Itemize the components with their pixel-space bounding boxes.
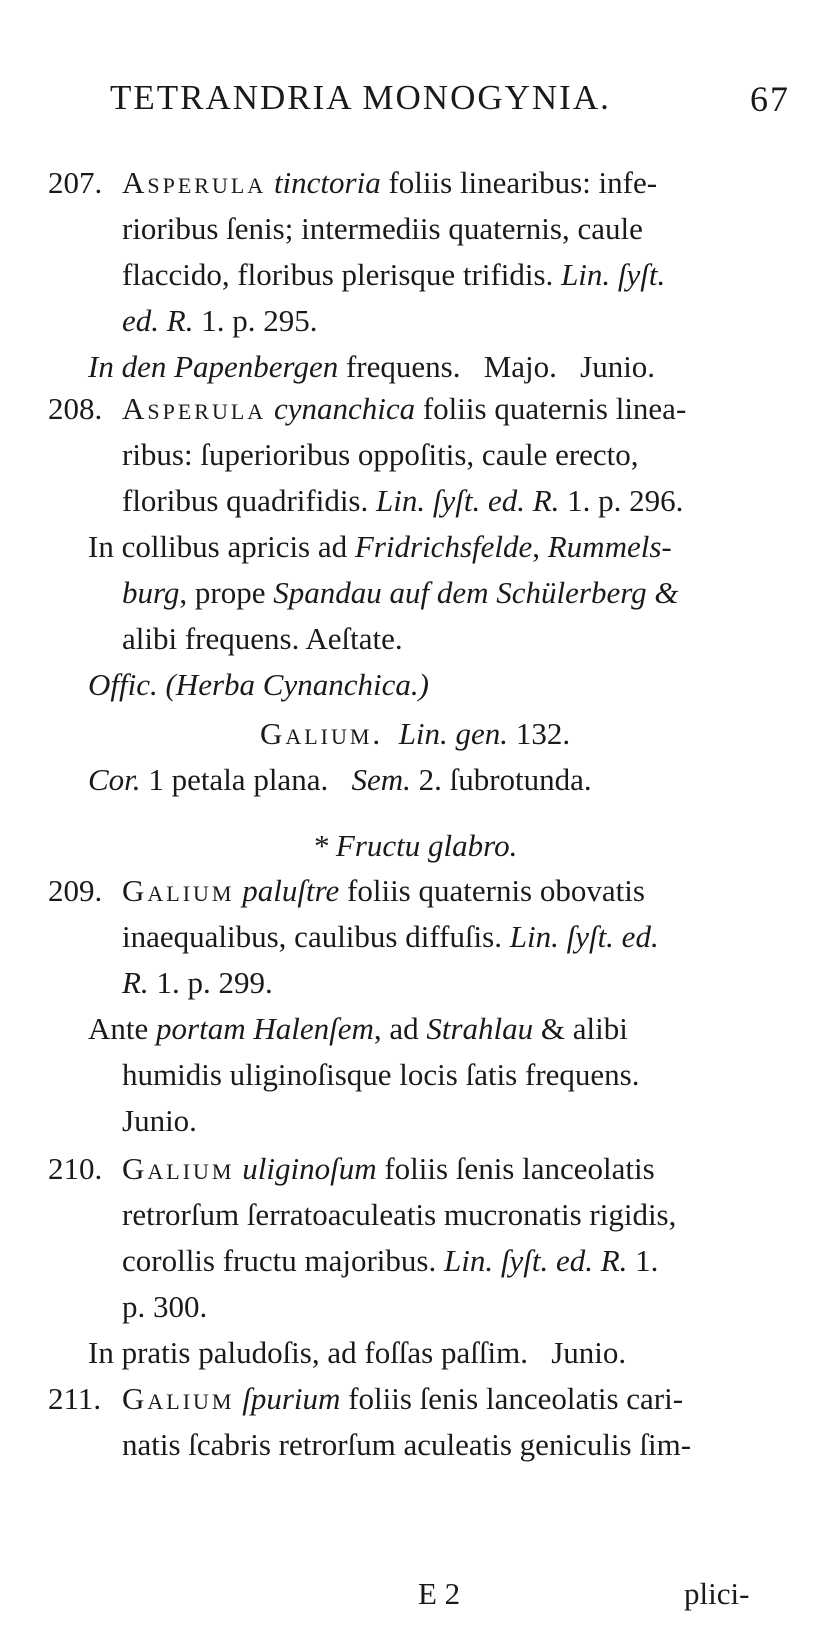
page-number: 67 <box>750 79 790 119</box>
genus-name: Galium <box>122 1151 235 1186</box>
habitat-place: In den Papenbergen <box>88 349 339 384</box>
description: inaequalibus, caulibus diffuſis. <box>122 919 502 954</box>
description: retrorſum ſerratoaculeatis mucronatis rigidis, <box>122 1197 677 1232</box>
genus-title: Galium. <box>259 716 384 751</box>
running-header <box>110 78 790 128</box>
reference: p. 300. <box>122 1289 208 1324</box>
description: corollis fructu majoribus. <box>122 1243 437 1278</box>
entry-210 <box>48 1146 790 1376</box>
char-label: Sem. <box>351 762 411 797</box>
species-name: cynanchica <box>273 391 416 426</box>
species-name: paluſtre <box>242 873 340 908</box>
species-name: ſpurium <box>242 1381 341 1416</box>
habitat-text: In collibus apricis ad <box>88 529 348 564</box>
char-text: 1 petala plana. <box>148 762 329 797</box>
habitat-place: portam Halenſem <box>156 1011 374 1046</box>
entry-number: 211. <box>48 1381 102 1416</box>
description: foliis quaternis linea- <box>422 391 687 426</box>
entry-208 <box>48 386 790 708</box>
habitat <box>88 1006 790 1144</box>
entry-209 <box>48 868 790 1144</box>
section-heading <box>0 828 830 864</box>
genus-name: Galium <box>122 873 235 908</box>
reference: Lin. ſyſt. ed. <box>509 919 659 954</box>
officinal-note <box>88 662 790 708</box>
entry-211 <box>48 1376 790 1468</box>
reference: 1. p. 296. <box>567 483 684 518</box>
entry-number: 207. <box>48 165 103 200</box>
habitat-text: humidis uliginoſisque locis ſatis frequens. <box>122 1057 640 1092</box>
reference: R. <box>122 965 149 1000</box>
habitat-text: , <box>532 529 540 564</box>
description: rioribus ſenis; intermediis quaternis, caule <box>122 211 643 246</box>
description: flaccido, floribus plerisque trifidis. <box>122 257 554 292</box>
habitat-text: , prope <box>179 575 266 610</box>
entry-number: 208. <box>48 391 103 426</box>
entry-207 <box>48 160 790 390</box>
running-title: TETRANDRIA MONOGYNIA. <box>110 78 611 117</box>
habitat-text: Ante <box>88 1011 149 1046</box>
section-title: * Fructu glabro. <box>312 828 518 863</box>
habitat <box>88 344 790 390</box>
reference: Lin. ſyſt. ed. R. <box>444 1243 628 1278</box>
entry-number: 209. <box>48 873 103 908</box>
genus-heading <box>0 716 830 752</box>
genus-reference-number: 132. <box>515 716 571 751</box>
species-name: tinctoria <box>273 165 381 200</box>
habitat-place: Fridrichsfelde <box>354 529 533 564</box>
description: floribus quadrifidis. <box>122 483 369 518</box>
reference: 1. p. 299. <box>156 965 273 1000</box>
habitat-text: In pratis paludoſis, ad foſſas paſſim. Junio. <box>88 1335 627 1370</box>
habitat-text: frequens. Majo. Junio. <box>345 349 656 384</box>
habitat-text: , ad <box>373 1011 419 1046</box>
species-name: uliginoſum <box>242 1151 377 1186</box>
description: ribus: ſuperioribus oppoſitis, caule erecto, <box>122 437 639 472</box>
reference: Lin. ſyſt. ed. R. <box>376 483 560 518</box>
habitat <box>88 1330 790 1376</box>
habitat-place: Rummels- <box>547 529 672 564</box>
habitat-text: & alibi <box>540 1011 628 1046</box>
genus-characters <box>88 762 592 798</box>
habitat-text: alibi frequens. Aeſtate. <box>122 621 403 656</box>
reference: ed. R. <box>122 303 194 338</box>
entry-number: 210. <box>48 1151 103 1186</box>
genus-name: Asperula <box>122 165 267 200</box>
genus-name: Asperula <box>122 391 267 426</box>
genus-name: Galium <box>122 1381 235 1416</box>
description: foliis quaternis obovatis <box>347 873 645 908</box>
habitat-place: Spandau auf dem Schülerberg <box>273 575 647 610</box>
catchword: plici- <box>684 1576 750 1611</box>
signature-mark: E 2 <box>418 1576 461 1611</box>
reference: 1. p. 295. <box>201 303 318 338</box>
habitat <box>88 524 790 662</box>
description: foliis ſenis lanceolatis cari- <box>348 1381 684 1416</box>
habitat-place: Strahlau <box>426 1011 534 1046</box>
description: natis ſcabris retrorſum aculeatis geniculis ſim- <box>122 1427 692 1462</box>
char-text: 2. ſubrotunda. <box>418 762 592 797</box>
char-label: Cor. <box>88 762 141 797</box>
officinal-text: Offic. (Herba Cynanchica.) <box>88 667 429 702</box>
reference: 1. <box>635 1243 659 1278</box>
habitat-text: & <box>654 575 679 610</box>
habitat-place: burg <box>122 575 180 610</box>
habitat-text: Junio. <box>122 1103 197 1138</box>
description: foliis ſenis lanceolatis <box>384 1151 655 1186</box>
description: foliis linearibus: infe- <box>388 165 658 200</box>
reference: Lin. ſyſt. <box>561 257 666 292</box>
genus-reference: Lin. gen. <box>398 716 509 751</box>
